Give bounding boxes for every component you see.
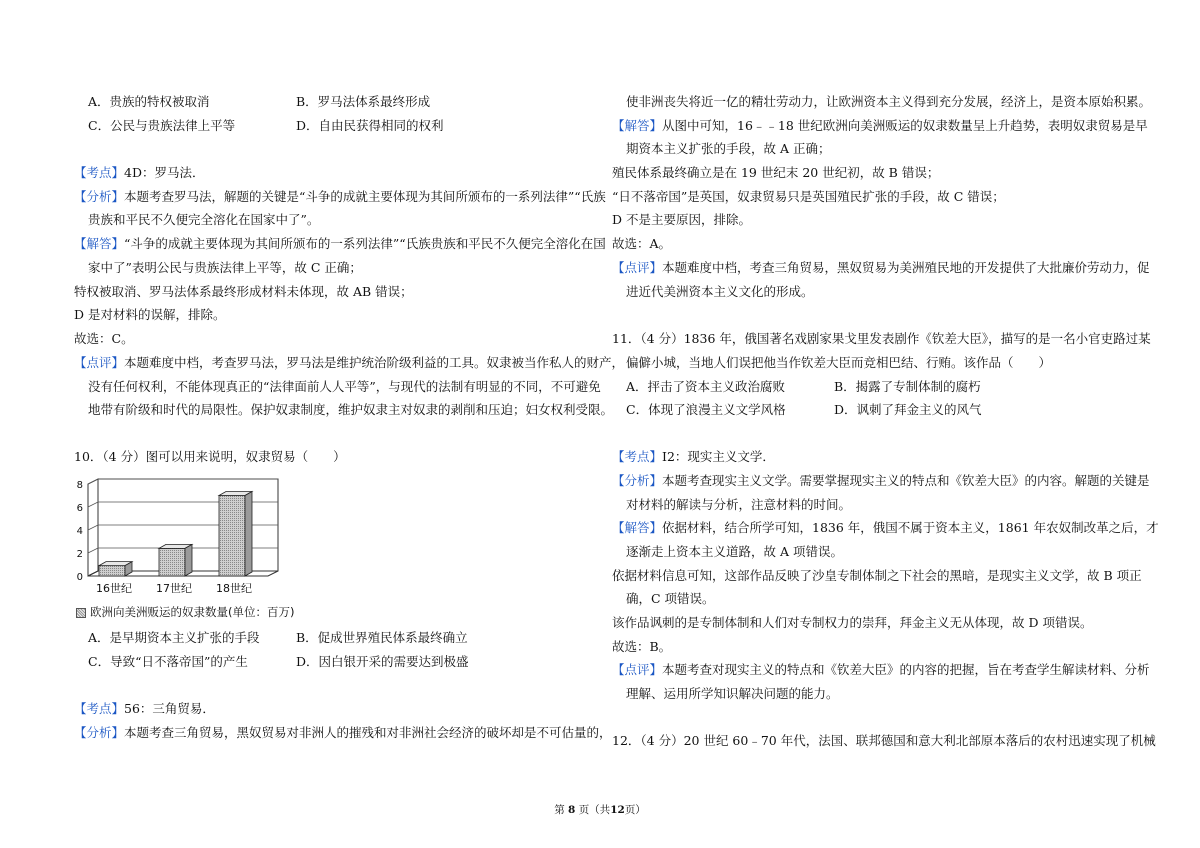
q9-fenxi-cont: 贵族和平民不久便完全溶化在国家中了”。 (88, 212, 320, 227)
legend-swatch (76, 608, 86, 618)
y-tick-label: 2 (76, 549, 83, 560)
q9-answer: 故选：C。 (74, 331, 134, 346)
q11-jieda: 【解答】依据材料，结合所学可知，1836 年，俄国不属于资本主义，1861 年农奴制改革之后，才 (612, 520, 1159, 535)
chart-gridline (88, 479, 278, 484)
q11-answer: 故选：B。 (612, 639, 672, 654)
q11-option-d: D．讽刺了拜金主义的风气 (834, 402, 982, 417)
q12-stem: 12．（4 分）20 世纪 60﹣70 年代，法国、联邦德国和意大利北部原本落后的农村迅速实现了机械 (612, 733, 1156, 748)
q11-fenxi-cont: 对材料的解读与分析，注意材料的时间。 (626, 497, 852, 512)
q9-jieda-line3: 特权被取消、罗马法体系最终形成材料未体现，故 AB 错误； (74, 284, 413, 299)
chart-legend: 欧洲向美洲贩运的奴隶数量(单位：百万) (76, 604, 294, 620)
q10-kaodian: 【考点】56：三角贸易． (74, 701, 215, 716)
page-footer: 第 8 页（共12页） (554, 804, 646, 816)
x-tick-label: 18世纪 (216, 582, 252, 595)
y-tick-label: 4 (76, 526, 83, 537)
page-total: 12 (610, 804, 625, 816)
q10-jieda: 【解答】从图中可知，16﹣﹣18 世纪欧洲向美洲贩运的奴隶数量呈上升趋势，表明奴隶贸易是早 (612, 118, 1148, 133)
q11-dianping-cont: 理解、运用所学知识解决问题的能力。 (626, 686, 839, 701)
q10-option-c: C．导致“日不落帝国”的产生 (88, 654, 248, 669)
slave-trade-bar-chart (72, 472, 302, 598)
q9-dianping-cont: 没有任何权利，不能体现真正的“法律面前人人平等”，与现代的法制有明显的不同，不可避免 (88, 379, 601, 394)
q11-option-c: C．体现了浪漫主义文学风格 (626, 402, 786, 417)
q9-kaodian: 【考点】4D：罗马法． (74, 165, 205, 180)
y-tick-label: 8 (76, 480, 83, 491)
q10-jieda-cont: 期资本主义扩张的手段，故 A 正确； (626, 141, 831, 156)
q10-option-d: D．因白银开采的需要达到极盛 (296, 654, 469, 669)
q9-option-a: A．贵族的特权被取消 (88, 94, 210, 109)
q10-option-a: A．是早期资本主义扩张的手段 (88, 630, 260, 645)
q9-jieda-line4: D 是对材料的误解，排除。 (74, 307, 226, 322)
q9-option-b: B．罗马法体系最终形成 (296, 94, 431, 109)
q10-fenxi: 【分析】本题考查三角贸易，黑奴贸易对非洲人的摧残和对非洲社会经济的破坏却是不可估量的， (74, 725, 612, 740)
y-tick-label: 0 (76, 572, 83, 583)
q11-stem-cont: 偏僻小城，当地人们误把他当作钦差大臣而竞相巴结、行贿。该作品（ ） (626, 355, 1052, 370)
q9-option-c: C．公民与贵族法律上平等 (88, 118, 236, 133)
bar-16世纪 (99, 562, 132, 576)
y-tick-label: 6 (76, 503, 83, 514)
q11-jieda-cont: 逐渐走上资本主义道路，故 A 项错误。 (626, 544, 843, 559)
q10-jieda-line3: 殖民体系最终确立是在 19 世纪末 20 世纪初，故 B 错误； (612, 165, 940, 180)
q10-fenxi-cont: 使非洲丧失将近一亿的精壮劳动力，让欧洲资本主义得到充分发展，经济上，是资本原始积累。 (626, 94, 1152, 109)
q11-dianping: 【点评】本题考查对现实主义的特点和《钦差大臣》的内容的把握，旨在考查学生解读材料、分析 (612, 662, 1150, 677)
page-number: 8 (568, 804, 576, 816)
q9-dianping-cont2: 地带有阶级和时代的局限性。保护奴隶制度，维护奴隶主对奴隶的剥削和压迫；妇女权利受限。 (88, 402, 614, 417)
q10-dianping: 【点评】本题难度中档，考查三角贸易，黑奴贸易为美洲殖民地的开发提供了大批廉价劳动力，促 (612, 260, 1150, 275)
q10-answer: 故选：A。 (612, 236, 672, 251)
q10-dianping-cont: 进近代美洲资本主义文化的形成。 (626, 284, 814, 299)
q11-option-a: A．抨击了资本主义政治腐败 (626, 379, 786, 394)
q10-jieda-line5: D 不是主要原因，排除。 (612, 212, 751, 227)
q11-jieda-line4: 确，C 项错误。 (626, 591, 715, 606)
q9-fenxi: 【分析】本题考查罗马法，解题的关键是“斗争的成就主要体现为其间所颁布的一系列法律”“氏族 (74, 189, 606, 204)
q10-option-b: B．促成世界殖民体系最终确立 (296, 630, 468, 645)
q11-fenxi: 【分析】本题考查现实主义文学。需要掌握现实主义的特点和《钦差大臣》的内容。解题的关键是 (612, 473, 1150, 488)
q11-kaodian: 【考点】I2：现实主义文学． (612, 449, 775, 464)
x-tick-label: 16世纪 (96, 582, 132, 595)
q11-stem: 11．（4 分）1836 年，俄国著名戏剧家果戈里发表剧作《钦差大臣》，描写的是一名小官吏路过某 (612, 331, 1151, 346)
q9-jieda-cont: 家中了”表明公民与贵族法律上平等，故 C 正确； (88, 260, 362, 275)
q9-dianping: 【点评】本题难度中档，考查罗马法，罗马法是维护统治阶级利益的工具。奴隶被当作私人的财产， (74, 355, 625, 370)
q11-jieda-line3: 依据材料信息可知，这部作品反映了沙皇专制体制之下社会的黑暗，是现实主义文学，故 B 项正 (612, 568, 1142, 583)
q11-option-b: B．揭露了专制体制的腐朽 (834, 379, 981, 394)
q11-jieda-line5: 该作品讽刺的是专制体制和人们对专制权力的崇拜，拜金主义无从体现，故 D 项错误。 (612, 615, 1093, 630)
bar-17世纪 (159, 544, 192, 576)
q9-option-d: D．自由民获得相同的权利 (296, 118, 444, 133)
q9-jieda: 【解答】“斗争的成就主要体现为其间所颁布的一系列法律”“氏族贵族和平民不久便完全溶化在国 (74, 236, 606, 251)
q10-jieda-line4: “日不落帝国”是英国，奴隶贸易只是英国殖民扩张的手段，故 C 错误； (612, 189, 1005, 204)
x-tick-label: 17世纪 (156, 582, 192, 595)
bar-18世纪 (219, 492, 252, 577)
q10-stem: 10．（4 分）图可以用来说明，奴隶贸易（ ） (74, 449, 346, 464)
